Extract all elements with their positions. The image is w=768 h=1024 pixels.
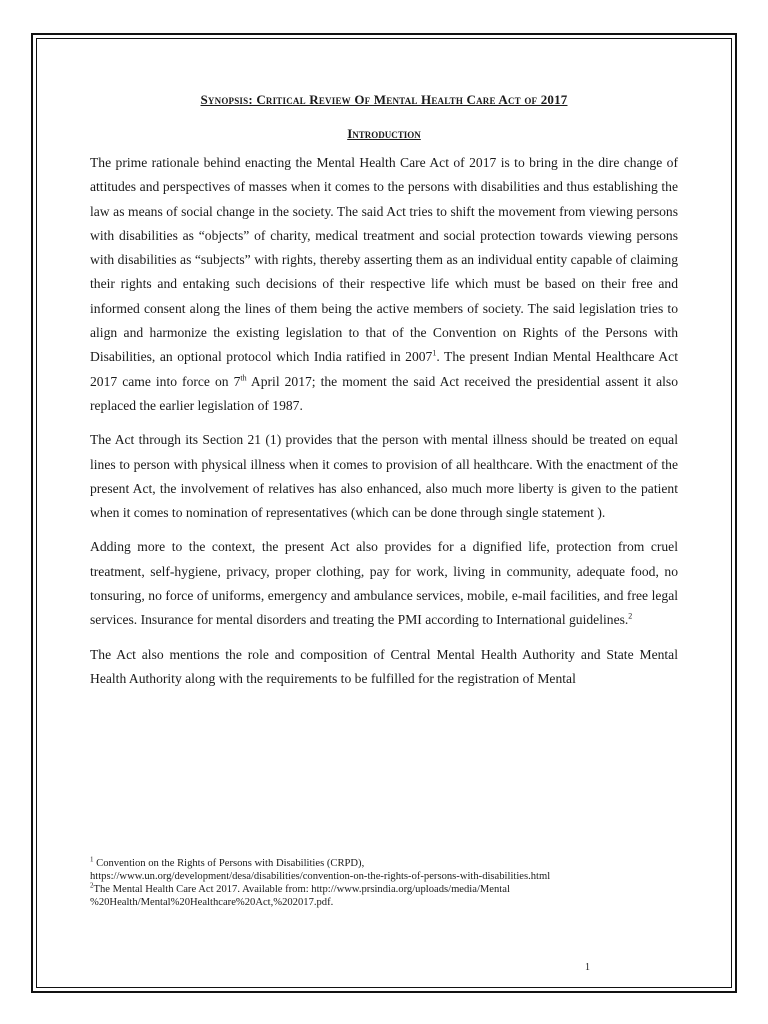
page-number: 1 — [585, 962, 590, 973]
document-body — [90, 90, 678, 691]
footnote-2-line-1 — [90, 883, 690, 896]
document-title: Synopsis: Critical Review Of Mental Health Care Act of 2017 — [200, 92, 568, 107]
paragraph-1-text-a: The prime rationale behind enacting the Mental Health Care Act of 2017 is to bring in the dire change of attitudes and perspectives of masses when it comes to the persons with disabilities and thus establishing the law as means of social change in the society. The said Act tries to shift the movement from viewing persons with disabilities as “objects” of charity, medical treatment and social protection towards viewing persons with disabilities as “subjects” with rights, thereby asserting them as an individual entity capable of claiming their rights and entaking such decisions of their respective life which must be based on their free and informed consent along the lines of them being the active members of society. The said legislation tries to align and harmonize the existing legislation to that of the Convention on Rights of the Persons with Disabilities, an optional protocol which India ratified in 2007 — [90, 155, 678, 365]
section-heading-introduction: Introduction — [347, 126, 421, 141]
footnote-1-text: Convention on the Rights of Persons with Disabilities (CRPD), — [93, 858, 365, 869]
footnote-2-mark: 2 — [90, 881, 94, 890]
footnote-2-line-2[interactable]: %20Health/Mental%20Healthcare%20Act,%202017.pdf. — [90, 897, 334, 908]
paragraph-1 — [90, 151, 678, 418]
paragraph-3-text: Adding more to the context, the present Act also provides for a dignified life, protection from cruel treatment, self-hygiene, privacy, proper clothing, pay for work, living in community, adequate food, no tonsuring, no force of uniforms, emergency and ambulance services, mobile, e-mail facilities, and free legal services. Insurance for mental disorders and treating the PMI according to International guidelines. — [90, 539, 678, 628]
paragraph-3 — [90, 535, 678, 632]
footnote-ref-1[interactable]: 1 — [432, 348, 437, 358]
footnote-ref-2[interactable]: 2 — [628, 611, 633, 621]
footnote-1-link[interactable]: https://www.un.org/development/desa/disabilities/convention-on-the-rights-of-persons-with-disabilities.html — [90, 871, 551, 882]
paragraph-4: The Act also mentions the role and composition of Central Mental Health Authority and State Mental Health Authority along with the requirements to be fulfilled for the registration of Mental — [90, 646, 678, 686]
ordinal-suffix: th — [240, 373, 247, 383]
paragraph-1-text-c: April 2017; the moment the said Act received the presidential assent it also replaced the earlier legislation of 1987. — [90, 373, 679, 413]
footnote-2-text[interactable]: The Mental Health Care Act 2017. Available from: http://www.prsindia.org/uploads/media/Mental — [93, 884, 510, 895]
paragraph-2: The Act through its Section 21 (1) provides that the person with mental illness should be treated on equal lines to person with physical illness when it comes to provision of all healthcare. With the enactment of the present Act, the involvement of relatives has also enhanced, also much more liberty is given to the patient when it comes to nomination of representatives (which can be done through single statement ). — [90, 432, 678, 521]
paragraph-1-text-b: . The present Indian Mental Healthcare Act 2017 came into force on 7 — [90, 349, 678, 389]
footnotes — [90, 857, 690, 909]
footnote-1-mark: 1 — [90, 855, 94, 864]
footnote-1-line-1 — [90, 857, 690, 870]
